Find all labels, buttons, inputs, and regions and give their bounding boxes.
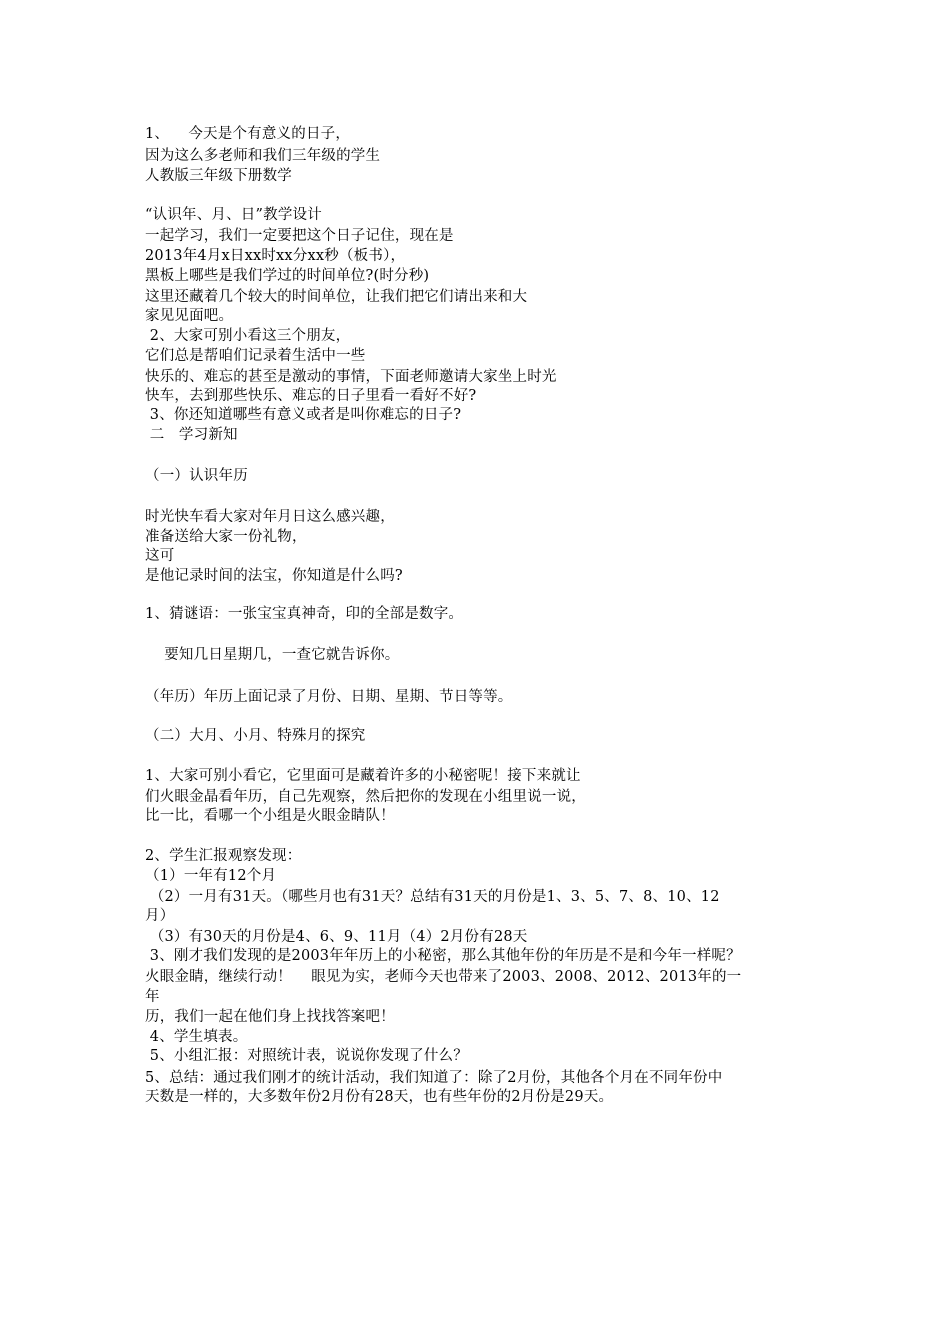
text-line: 因为这么多老师和我们三年级的学生 [145,148,381,164]
text-line: 时光快车看大家对年月日这么感兴趣， [145,509,395,525]
text-line: 历，我们一起在他们身上找找答案吧！ [145,1009,395,1025]
text-line: 4、学生填表。 [145,1029,248,1045]
text-line: 年 [145,989,160,1005]
text-line: 这里还藏着几个较大的时间单位，让我们把它们请出来和大 [145,289,528,305]
section-heading: 二 学习新知 [145,427,238,443]
text-line: （3）有30天的月份是4、6、9、11月（4）2月份有28天 [145,929,528,945]
text-line: 人教版三年级下册数学 [145,168,292,184]
text-line: 月） [145,908,175,924]
text-line: 天数是一样的，大多数年份2月份有28天，也有些年份的2月份是29天。 [145,1089,614,1105]
text-line: （年历）年历上面记录了月份、日期、星期、节日等等。 [145,689,513,705]
text-line: 1、大家可别小看它，它里面可是藏着许多的小秘密呢！接下来就让 [145,768,581,784]
text-line: 1、 今天是个有意义的日子， [145,126,351,142]
text-line: 3、你还知道哪些有意义或者是叫你难忘的日子? [145,407,462,423]
text-line: 们火眼金晶看年历，自己先观察，然后把你的发现在小组里说一说， [145,789,586,805]
text-line: 黑板上哪些是我们学过的时间单位?(时分秒) [145,268,430,284]
text-line: 快车，去到那些快乐、难忘的日子里看一看好不好? [145,388,477,404]
text-line: 2013年4月x日xx时xx分xx秒（板书）， [145,248,406,264]
text-line: 2、学生汇报观察发现： [145,848,302,864]
text-line: 1、猜谜语：一张宝宝真神奇，印的全部是数字。 [145,606,464,622]
text-line: 一起学习，我们一定要把这个日子记住，现在是 [145,228,454,244]
text-line: 火眼金睛，继续行动！ 眼见为实，老师今天也带来了2003、2008、2012、2013年的一 [145,969,742,985]
section-heading: （一）认识年历 [145,468,248,484]
text-line: （2）一月有31天。（哪些月也有31天？总结有31天的月份是1、3、5、7、8、10、12 [145,889,720,905]
text-line: 准备送给大家一份礼物， [145,529,307,545]
text-line: 3、刚才我们发现的是2003年年历上的小秘密，那么其他年份的年历是不是和今年一样呢？ [145,948,741,964]
text-line: （1）一年有12个月 [145,868,277,884]
text-line: 5、小组汇报：对照统计表，说说你发现了什么？ [145,1048,468,1064]
text-line: 它们总是帮咱们记录着生活中一些 [145,348,366,364]
text-line: 要知几日星期几，一查它就告诉你。 [145,647,400,663]
text-line: 快乐的、难忘的甚至是激动的事情，下面老师邀请大家坐上时光 [145,369,557,385]
text-line: 家见见面吧。 [145,308,234,324]
text-line: 这可 [145,548,175,564]
text-line: 是他记录时间的法宝，你知道是什么吗? [145,568,403,584]
text-line: 2、大家可别小看这三个朋友， [145,328,351,344]
section-heading: （二）大月、小月、特殊月的探究 [145,728,366,744]
text-line: “认识年、月、日”教学设计 [145,207,322,223]
text-line: 比一比，看哪一个小组是火眼金睛队！ [145,808,395,824]
text-line: 5、总结：通过我们刚才的统计活动，我们知道了：除了2月份，其他各个月在不同年份中 [145,1070,723,1086]
